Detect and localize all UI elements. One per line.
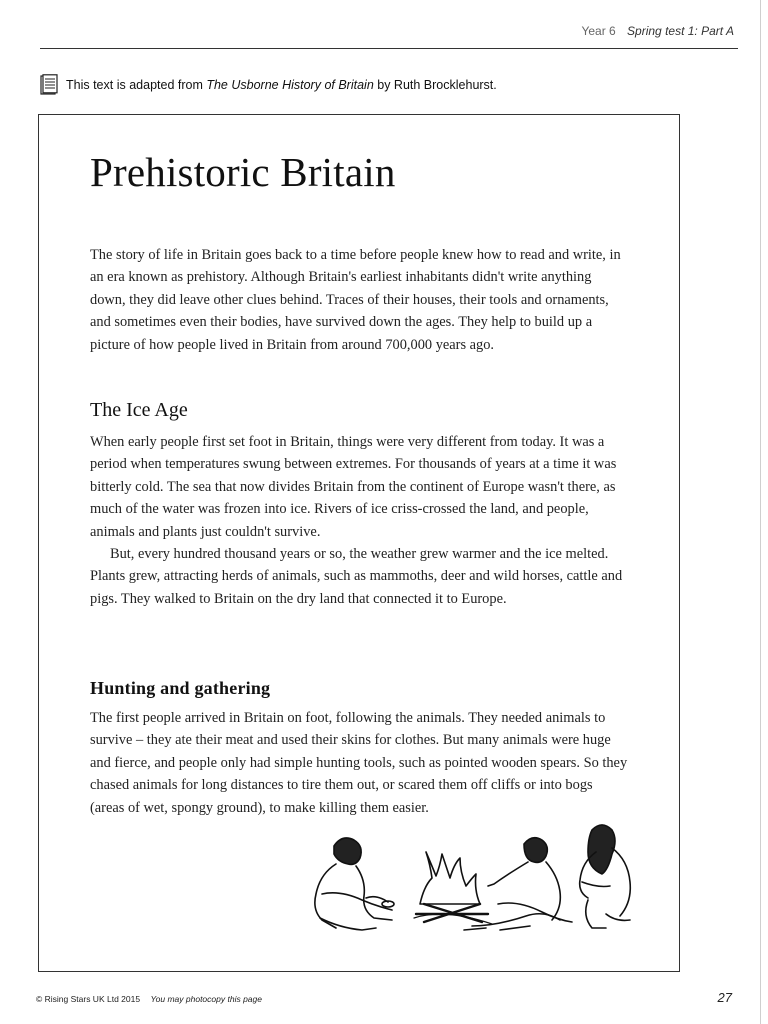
header-test-name: Spring test 1: Part A: [627, 24, 734, 38]
source-book-title: The Usborne History of Britain: [206, 78, 374, 92]
crouching-man-left: [315, 838, 394, 930]
source-attribution: [40, 74, 497, 96]
ice-age-paragraph-2: But, every hundred thousand years or so, the weather grew warmer and the ice melted. Plants grew, attracting herds of animals, such as mammoths, deer and wild horses, cattle and pigs. They walked to Britain on the dry land that connected it to Europe.: [90, 546, 623, 607]
source-text: [66, 78, 497, 92]
hunting-section: [90, 707, 630, 819]
page-number: 27: [717, 990, 732, 1005]
source-suffix: by Ruth Brocklehurst.: [373, 78, 497, 92]
copyright-text: © Rising Stars UK Ltd 2015: [36, 994, 141, 1004]
header-year: Year 6: [581, 24, 616, 38]
footer-copyright: [36, 994, 262, 1004]
header-rule: [40, 48, 738, 49]
crouching-woman-right: [580, 825, 631, 928]
page-edge-line: [760, 0, 761, 1024]
page-header: [581, 24, 734, 38]
hunting-paragraph: The first people arrived in Britain on foot, following the animals. They needed animals to survive – they ate their meat and used their skins for clothes. But many animals were huge and fierce, and people only had simple hunting tools, such as pointed wooden spears. So they chased animals for long distances to tire them out, or scared them off cliffs or into bogs (areas of wet, spongy ground), to make killing them easier.: [90, 710, 628, 816]
page-title: Prehistoric Britain: [90, 149, 396, 195]
photocopy-note: You may photocopy this page: [150, 994, 262, 1004]
campfire: [414, 852, 492, 924]
document-icon: [40, 74, 58, 96]
ice-age-section: [90, 431, 630, 610]
hunting-heading: Hunting and gathering: [90, 678, 271, 698]
campfire-people-illustration: [296, 818, 648, 942]
sitting-man-right: [464, 838, 572, 930]
intro-section: [90, 244, 630, 356]
ice-age-heading: The Ice Age: [90, 399, 188, 421]
source-prefix: This text is adapted from: [66, 78, 207, 92]
intro-paragraph: The story of life in Britain goes back to a time before people knew how to read and write, in an era known as prehistory. Although Britain's earliest inhabitants didn't write anything down, they did leave other clues behind. Traces of their houses, their tools and ornaments, and sometimes even their bodies, have survived down the ages. They help to build up a picture of how people lived in Britain from around 700,000 years ago.: [90, 247, 621, 353]
ice-age-paragraph-1: When early people first set foot in Britain, things were very different from today. It was a period when temperatures swung between extremes. For thousands of years at a time it was bitterly cold. The sea that now divides Britain from the continent of Europe wasn't there, as much of the water was frozen into ice. Rivers of ice criss-crossed the land, and people, animals and plants just couldn't survive.: [90, 434, 617, 540]
